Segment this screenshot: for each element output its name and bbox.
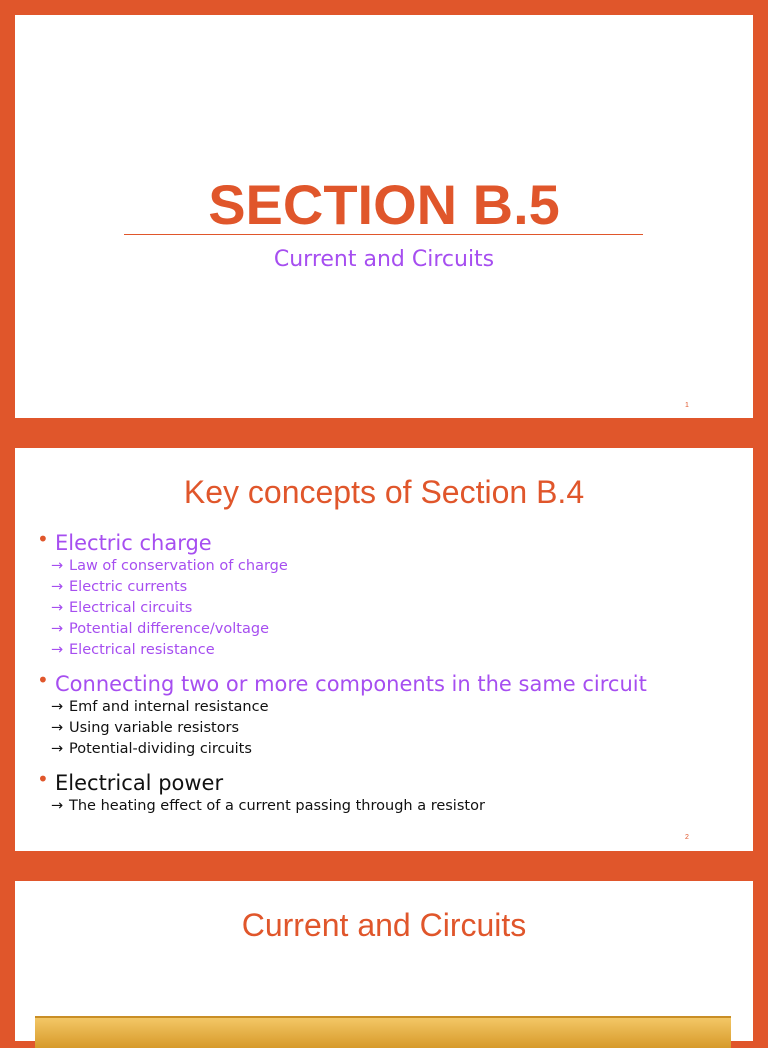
bullet-group-components	[37, 668, 733, 760]
bullet-heading-text: Connecting two or more components in the same circuit	[55, 672, 647, 696]
slide-heading: Key concepts of Section B.4	[183, 474, 585, 510]
arrow-icon: →	[51, 600, 64, 616]
spacer	[37, 760, 733, 770]
bullet-heading	[37, 767, 733, 796]
list-item-text: Potential difference/voltage	[69, 621, 269, 637]
arrow-icon: →	[51, 642, 64, 658]
slide-1	[15, 15, 753, 418]
list-item	[37, 739, 733, 760]
list-item	[37, 598, 733, 619]
arrow-icon: →	[51, 699, 64, 715]
bullet-group-electric-charge	[37, 527, 733, 661]
list-item-text: The heating effect of a current passing through a resistor	[69, 798, 485, 814]
list-item	[37, 640, 733, 661]
bullet-dot-icon: •	[37, 527, 49, 551]
slide-2	[15, 448, 753, 851]
title-divider	[124, 234, 643, 235]
list-item-text: Electrical resistance	[69, 642, 215, 658]
slide-heading: Current and Circuits	[241, 907, 527, 943]
slide-3	[15, 881, 753, 1041]
section-subtitle: Current and Circuits	[273, 247, 495, 272]
arrow-icon: →	[51, 621, 64, 637]
bullet-dot-icon: •	[37, 668, 49, 692]
list-item	[37, 577, 733, 598]
list-item	[37, 796, 733, 817]
arrow-icon: →	[51, 579, 64, 595]
list-item-text: Emf and internal resistance	[69, 699, 269, 715]
bullet-heading-text: Electrical power	[55, 771, 224, 795]
list-item	[37, 556, 733, 577]
bullet-group-electrical-power	[37, 767, 733, 817]
list-item	[37, 697, 733, 718]
section-title: SECTION B.5	[208, 173, 560, 236]
slide-number: 2	[685, 834, 689, 841]
spacer	[37, 661, 733, 671]
list-item-text: Using variable resistors	[69, 720, 240, 736]
bullet-list	[37, 527, 733, 817]
arrow-icon: →	[51, 798, 64, 814]
list-item-text: Law of conservation of charge	[69, 558, 288, 574]
bullet-heading	[37, 527, 733, 556]
arrow-icon: →	[51, 741, 64, 757]
slide-number: 1	[685, 402, 689, 409]
list-item-text: Electric currents	[69, 579, 188, 595]
bullet-heading-text: Electric charge	[55, 531, 212, 555]
arrow-icon: →	[51, 720, 64, 736]
arrow-icon: →	[51, 558, 64, 574]
bullet-dot-icon: •	[37, 767, 49, 791]
list-item-text: Electrical circuits	[69, 600, 193, 616]
list-item-text: Potential-dividing circuits	[69, 741, 252, 757]
bullet-heading	[37, 668, 733, 697]
slide-photo	[35, 1016, 731, 1048]
list-item	[37, 718, 733, 739]
list-item	[37, 619, 733, 640]
